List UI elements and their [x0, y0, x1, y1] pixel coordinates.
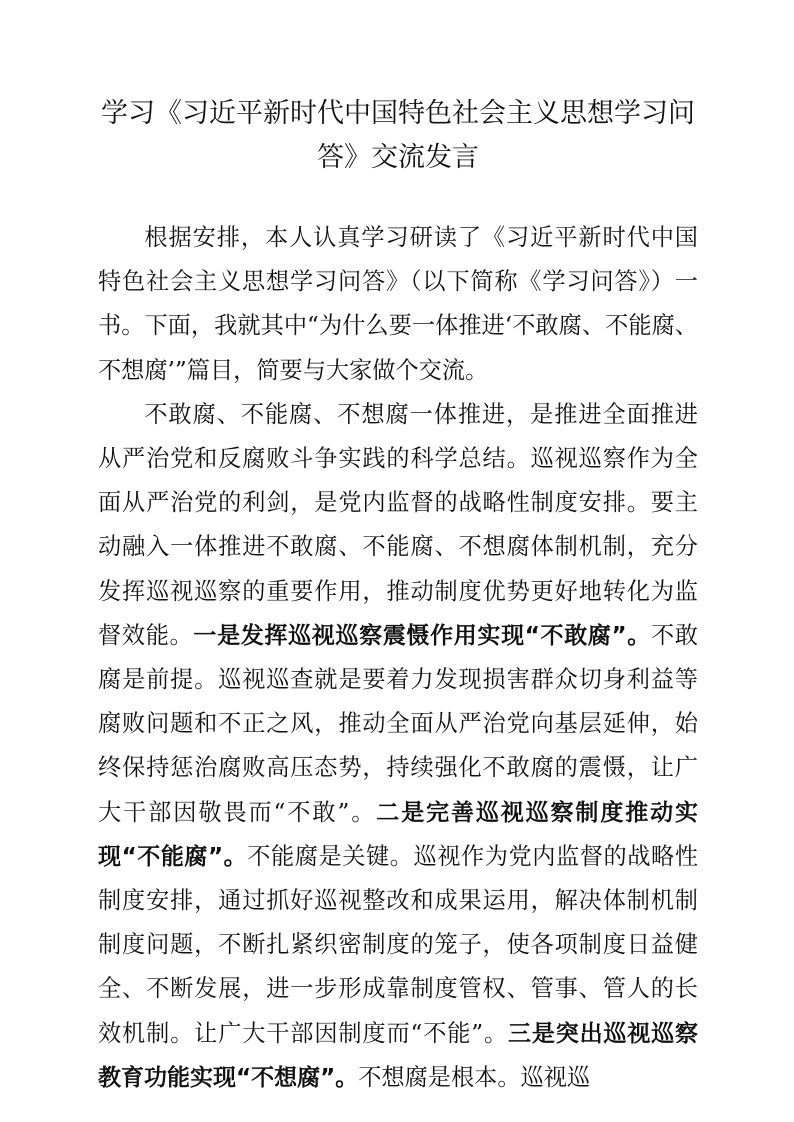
- point-three-text: 不想腐是根本。巡视巡: [358, 1063, 591, 1091]
- document-title: 学习《习近平新时代中国特色社会主义思想学习问答》交流发言: [101, 98, 695, 173]
- intro-paragraph: [98, 216, 698, 393]
- point-one-text: 不敢腐是前提。巡视巡查就是要着力发现损害群众切身利益等腐败问题和不正之风，推动全面从严治党向基层延伸，始终保持惩治腐败高压态势，持续强化不敢腐的震慑，让广大干部因敬畏而“不敢”。: [98, 621, 699, 826]
- main-paragraph-intro: 不敢腐、不能腐、不想腐一体推进，是推进全面推进从严治党和反腐败斗争实践的科学总结。巡视巡察作为全面从严治党的利剑，是党内监督的战略性制度安排。要主动融入一体推进不敢腐、不能腐、不想腐体制机制，充分发挥巡视巡察的重要作用，推动制度优势更好地转化为监督效能。: [98, 400, 698, 649]
- document-body: [98, 216, 698, 1100]
- point-two-text: 不能腐是关键。巡视作为党内监督的战略性制度安排，通过抓好巡视整改和成果运用，解决体制机制制度问题，不断扎紧织密制度的笼子，使各项制度日益健全、不断发展，进一步形成靠制度管权、管事、管人的长效机制。让广大干部因制度而“不能”。: [98, 842, 699, 1047]
- point-two-heading: 二是完善巡视巡察制度推动实现“不能腐”。: [98, 799, 699, 870]
- point-three-heading: 三是突出巡视巡察教育功能实现“不想腐”。: [98, 1020, 698, 1091]
- point-one-heading: 一是发挥巡视巡察震慑作用实现“不敢腐”。: [193, 622, 651, 649]
- intro-paragraph-text: 根据安排，本人认真学习研读了《习近平新时代中国特色社会主义思想学习问答》（以下简称《学习问答》）一书。下面，我就其中“为什么要一体推进‘不敢腐、不能腐、不想腐’”篇目，简要与大家做个交流。: [98, 224, 698, 384]
- main-paragraph: [98, 393, 698, 1100]
